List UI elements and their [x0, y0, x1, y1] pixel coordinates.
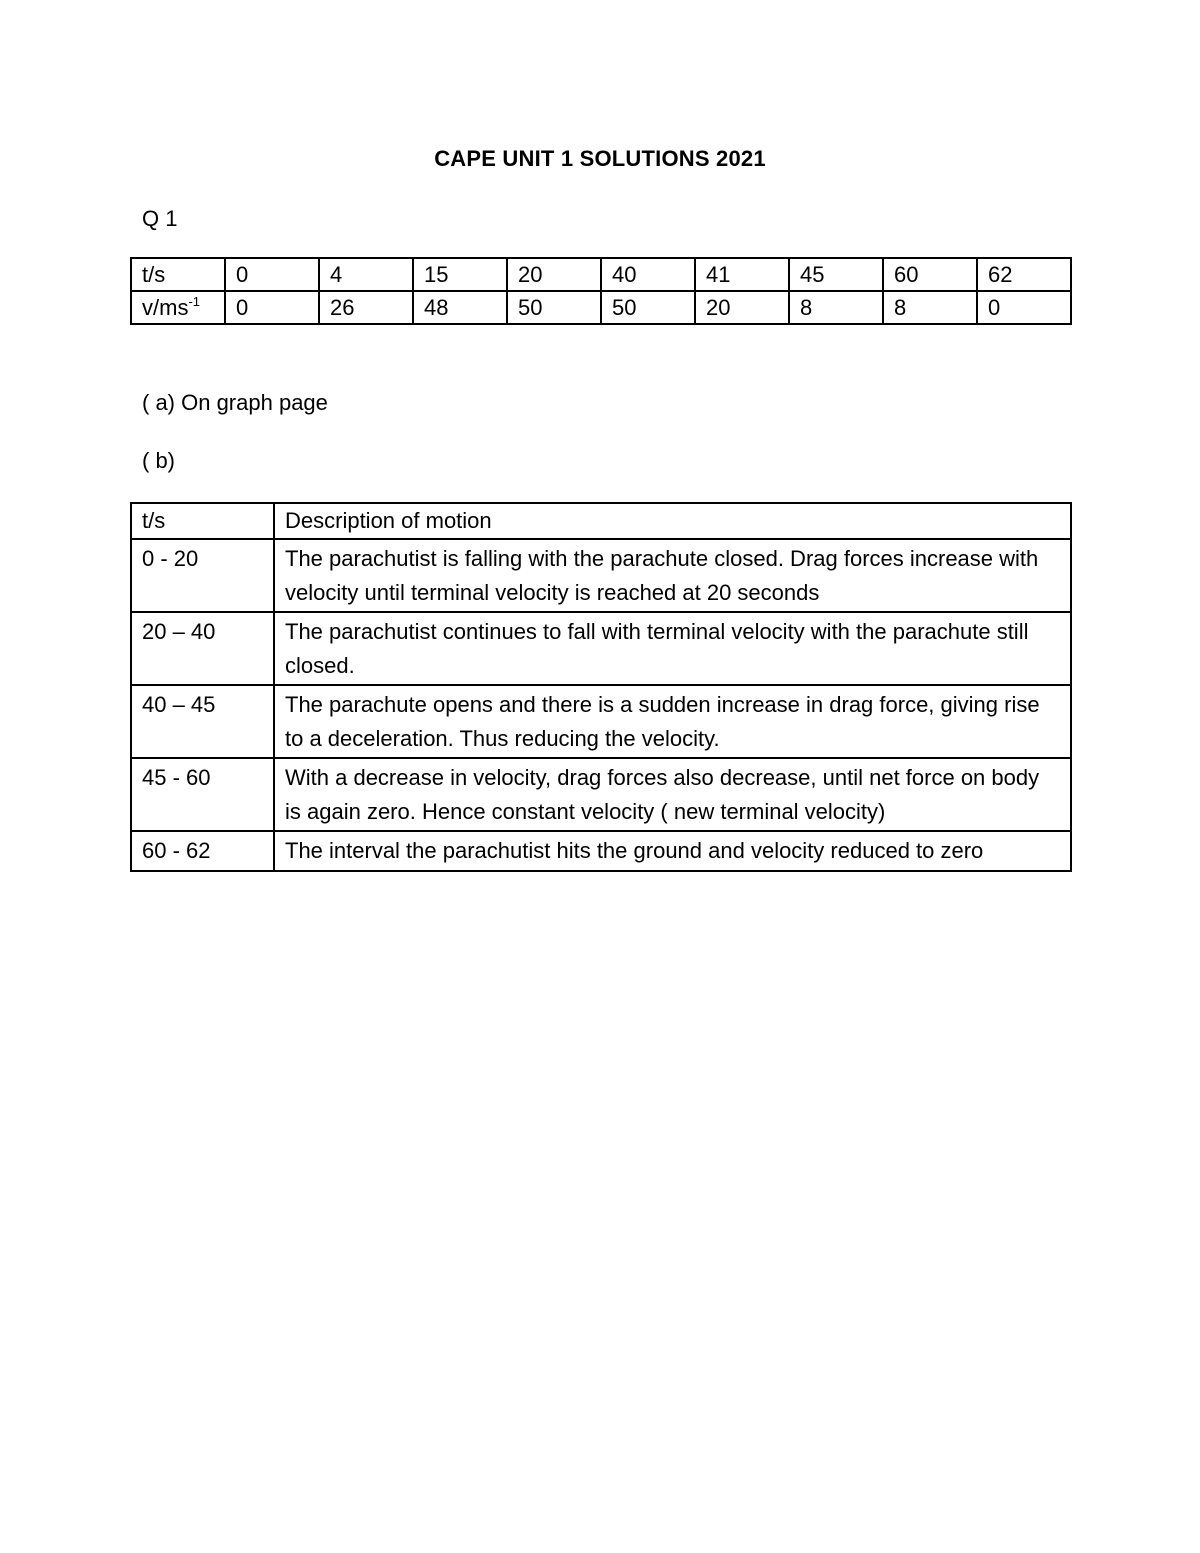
part-a-label: ( a) On graph page	[142, 390, 328, 415]
interval-cell: 40 – 45	[131, 685, 274, 758]
velocity-header-cell	[131, 291, 225, 324]
velocity-time-table	[130, 257, 1072, 325]
time-value-cell: 40	[601, 258, 695, 291]
time-value-cell: 0	[225, 258, 319, 291]
interval-cell: 60 - 62	[131, 831, 274, 871]
interval-cell: 0 - 20	[131, 539, 274, 612]
time-value-cell: 20	[507, 258, 601, 291]
velocity-value-cell: 8	[883, 291, 977, 324]
time-value-cell: 41	[695, 258, 789, 291]
velocity-value-cell: 0	[225, 291, 319, 324]
table-row	[131, 685, 1071, 758]
velocity-row	[131, 291, 1071, 324]
description-cell: The interval the parachutist hits the ground and velocity reduced to zero	[274, 831, 1071, 871]
motion-description-table	[130, 502, 1072, 872]
interval-cell: 45 - 60	[131, 758, 274, 831]
description-header-cell: Description of motion	[274, 503, 1071, 539]
table-row	[131, 831, 1071, 871]
description-cell: With a decrease in velocity, drag forces also decrease, until net force on body is again zero. Hence constant velocity ( new terminal velocity)	[274, 758, 1071, 831]
interval-cell: 20 – 40	[131, 612, 274, 685]
question-label: Q 1	[142, 206, 178, 231]
time-row	[131, 258, 1071, 291]
description-table-header-row	[131, 503, 1071, 539]
table-row	[131, 539, 1071, 612]
time-header-cell: t/s	[131, 258, 225, 291]
time-value-cell: 60	[883, 258, 977, 291]
velocity-value-cell: 48	[413, 291, 507, 324]
description-cell: The parachute opens and there is a sudden increase in drag force, giving rise to a deceleration. Thus reducing the velocity.	[274, 685, 1071, 758]
time-value-cell: 62	[977, 258, 1071, 291]
velocity-value-cell: 50	[601, 291, 695, 324]
velocity-header-base: v/ms	[142, 294, 189, 320]
velocity-value-cell: 0	[977, 291, 1071, 324]
velocity-header-exponent: -1	[188, 293, 201, 309]
table-row	[131, 612, 1071, 685]
table-row	[131, 758, 1071, 831]
document-title: CAPE UNIT 1 SOLUTIONS 2021	[434, 146, 766, 171]
time-value-cell: 4	[319, 258, 413, 291]
description-cell: The parachutist continues to fall with terminal velocity with the parachute still closed.	[274, 612, 1071, 685]
velocity-value-cell: 50	[507, 291, 601, 324]
velocity-value-cell: 26	[319, 291, 413, 324]
description-cell: The parachutist is falling with the parachute closed. Drag forces increase with velocity until terminal velocity is reached at 20 seconds	[274, 539, 1071, 612]
velocity-value-cell: 20	[695, 291, 789, 324]
time-value-cell: 15	[413, 258, 507, 291]
velocity-value-cell: 8	[789, 291, 883, 324]
part-b-label: ( b)	[142, 448, 175, 473]
time-value-cell: 45	[789, 258, 883, 291]
interval-header-cell: t/s	[131, 503, 274, 539]
